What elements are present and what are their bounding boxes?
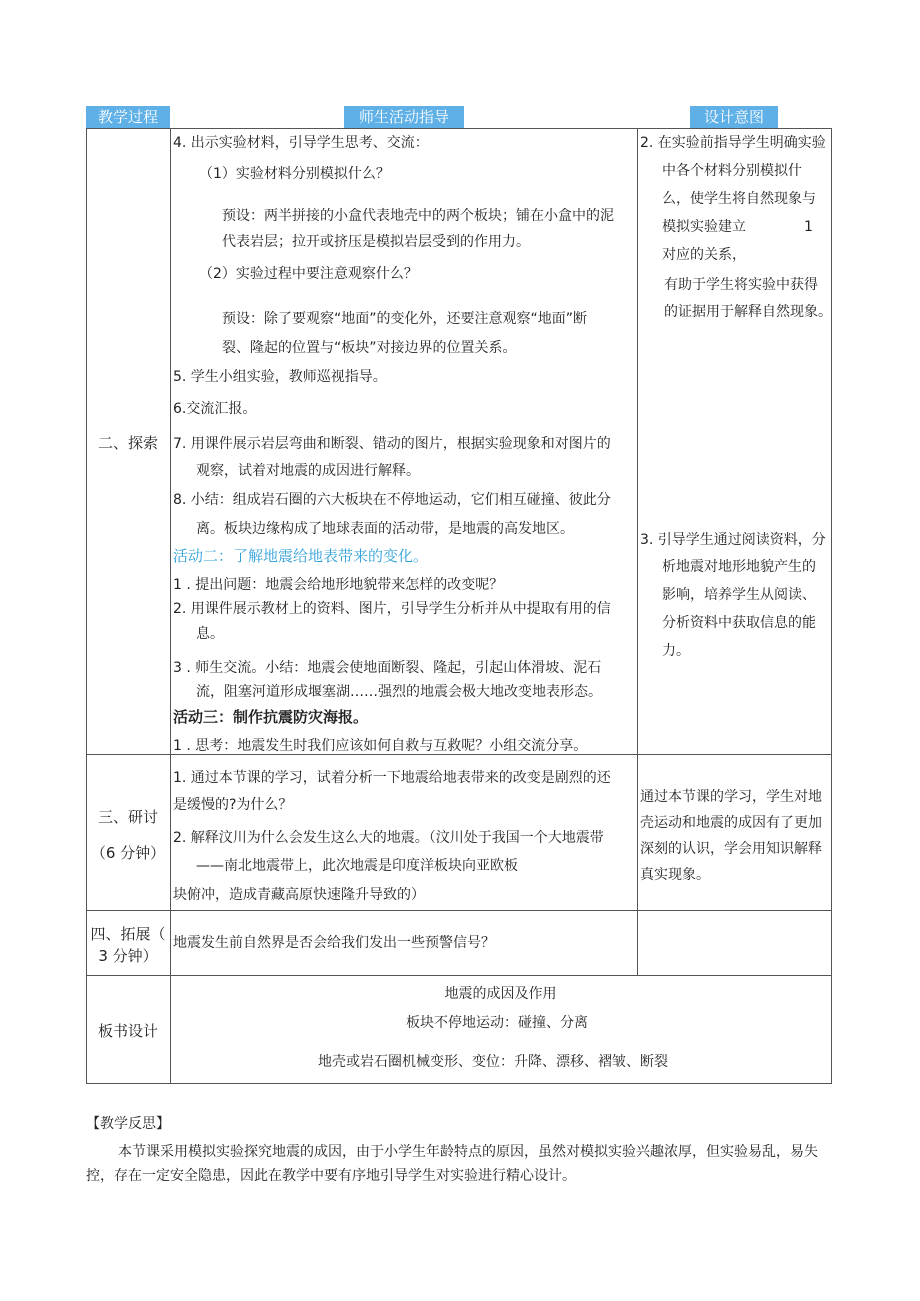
explore-preset-1b: 代表岩层；拉开或挤压是模拟岩层受到的作用力。 [222,234,530,250]
activity-two-heading: 活动二：了解地震给地表带来的变化。 [173,547,429,565]
explore-step-5: 5. 学生小组实验，教师巡视指导。 [173,369,387,385]
explore-step-7b: 观察，试着对地震的成因进行解释。 [196,463,420,479]
discuss-intent-b: 壳运动和地震的成因有了更加 [640,815,822,831]
activity-three-item-1: 1 . 思考：地震发生时我们应该如何自救与互救呢？小组交流分享。 [173,738,588,754]
explore-step-7a: 7. 用课件展示岩层弯曲和断裂、错动的图片，根据实验现象和对图片的 [173,436,611,452]
intent-3-line-c: 影响，培养学生从阅读、 [662,587,816,603]
reflection-body [86,1140,832,1188]
intent-2-line-b: 中各个材料分别模拟什 [662,163,802,179]
explore-preset-2a: 预设：除了要观察“地面”的变化外，还要注意观察“地面”断 [222,311,588,327]
activity-two-item-2a: 2. 用课件展示教材上的资料、图片，引导学生分析并从中提取有用的信 [173,601,611,617]
discuss-intent-c: 深刻的认识，学会用知识解释 [640,841,822,857]
intent-2-line-a: 2. 在实验前指导学生明确实验 [640,135,826,151]
board-line-1: 板块不停地运动：碰撞、分离 [406,1015,588,1031]
explore-step-6: 6.交流汇报。 [173,401,257,417]
discuss-item-2c: 块俯冲，造成青藏高原快速隆升导致的） [173,887,425,903]
section-board: 板书设计 [97,1022,158,1040]
activity-two-item-1: 1 . 提出问题：地震会给地形地貌带来怎样的改变呢？ [173,577,504,593]
activity-two-item-3a: 3 . 师生交流。小结：地震会使地面断裂、隆起，引起山体滑坡、泥石 [173,660,602,676]
reflection-body-text: 本节课采用模拟实验探究地震的成因，由于小学生年龄特点的原因，虽然对模拟实验兴趣浓厚，但实验易乱，易失控，存在一定安全隐患，因此在教学中要有序地引导学生对实验进行精心设计。 [86,1144,818,1184]
discuss-item-2a: 2. 解释汶川为什么会发生这么大的地震。（汶川处于我国一个大地震带 [173,830,604,846]
section-extend-time: 3 分钟） [98,947,158,965]
intent-3-line-d: 分析资料中获取信息的能 [662,615,816,631]
header-process: 教学过程 [86,106,170,128]
header-guidance: 师生活动指导 [344,106,464,128]
explore-step-4: 4. 出示实验材料，引导学生思考、交流： [173,135,429,151]
activity-two-item-2b: 息。 [196,626,224,642]
section-extend-title: 四、拓展（ [90,925,166,943]
discuss-item-2b: ——南北地震带上，此次地震是印度洋板块向亚欧板 [196,858,518,874]
intent-2-line-h: 的证据用于解释自然现象。 [664,304,832,320]
explore-preset-2b: 裂、隆起的位置与“板块”对接边界的位置关系。 [222,340,517,356]
intent-2-line-f: 对应的关系， [662,247,746,263]
board-line-2: 地壳或岩石圈机械变形、变位：升降、漂移、褶皱、断裂 [318,1054,668,1070]
extend-question: 地震发生前自然界是否会给我们发出一些预警信号？ [173,935,495,951]
explore-question-2: （2）实验过程中要注意观察什么？ [199,266,418,282]
row-divider-extend [86,975,832,976]
explore-step-8b: 离。板块边缘构成了地球表面的活动带，是地震的高发地区。 [196,521,574,537]
table-top-border [86,128,832,129]
activity-three-heading: 活动三：制作抗震防灾海报。 [173,708,369,726]
activity-two-item-3b: 流，阻塞河道形成堰塞湖……强烈的地震会极大地改变地表形态。 [196,684,602,700]
explore-question-1: （1）实验材料分别模拟什么？ [199,166,390,182]
col-right-border [831,128,832,1084]
explore-preset-1a: 预设：两半拼接的小盒代表地壳中的两个板块；铺在小盒中的泥 [222,208,614,224]
intent-2-line-c: 么，使学生将自然现象与 [662,191,816,207]
section-explore: 二、探索 [97,434,158,452]
intent-3-line-e: 力。 [662,643,690,659]
col-divider-1 [170,128,171,1084]
header-intent: 设计意图 [690,106,778,128]
intent-3-line-b: 析地震对地形地貌产生的 [662,559,816,575]
section-discuss-time: （6 分钟） [90,844,166,862]
intent-3-line-a: 3. 引导学生通过阅读资料，分 [640,532,826,548]
intent-2-line-e: 1 [804,219,813,235]
table-bottom-border [86,1083,832,1084]
section-discuss-title: 三、研讨 [97,808,158,826]
row-divider-discuss [86,910,832,911]
intent-2-line-d: 模拟实验建立 [662,219,746,235]
col-divider-2 [637,128,638,976]
board-title: 地震的成因及作用 [444,986,557,1002]
discuss-item-1a: 1. 通过本节课的学习，试着分析一下地震给地表带来的改变是剧烈的还 [173,770,611,786]
intent-2-line-g: 有助于学生将实验中获得 [664,277,818,293]
reflection-title: 【教学反思】 [86,1116,170,1132]
discuss-intent-d: 真实现象。 [640,867,710,883]
discuss-intent-a: 通过本节课的学习，学生对地 [640,789,822,805]
discuss-item-1b: 是缓慢的?为什么？ [173,797,293,813]
explore-step-8a: 8. 小结：组成岩石圈的六大板块在不停地运动，它们相互碰撞、彼此分 [173,492,611,508]
